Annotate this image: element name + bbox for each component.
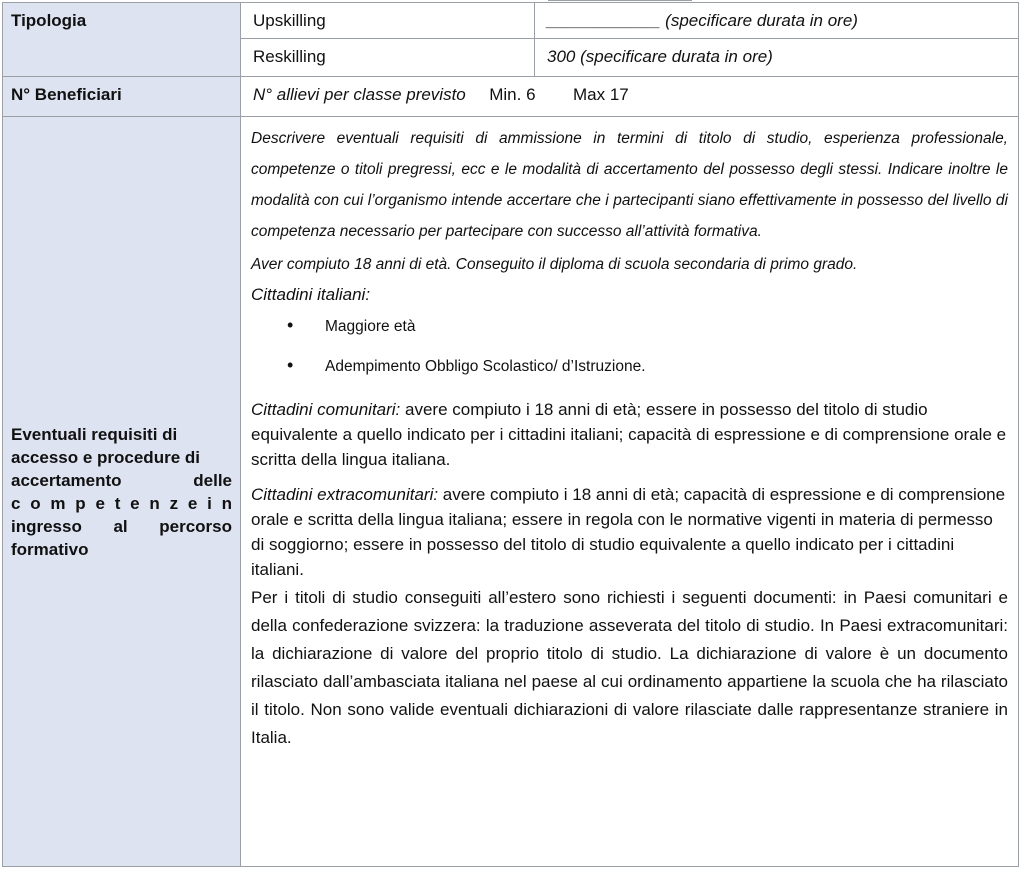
cittadini-comunitari-lead: Cittadini comunitari: — [251, 400, 401, 419]
tipologia-type-upskilling: Upskilling — [241, 3, 535, 39]
course-form-table — [2, 2, 1019, 867]
requisiti-label-line: accertamento delle — [11, 470, 232, 490]
beneficiari-value — [241, 77, 1019, 117]
requisiti-label-line: accesso e procedure di — [11, 447, 200, 467]
tipologia-row-upskilling — [3, 3, 1019, 39]
requisiti-age-line: Aver compiuto 18 anni di età. Conseguito il diploma di scuola secondaria di primo grado. — [251, 256, 858, 273]
requisiti-label-line: formativo — [11, 539, 89, 559]
list-item: • Adempimento Obbligo Scolastico/ d’Istruzione. — [251, 357, 1008, 377]
requisiti-label — [3, 117, 241, 867]
requisiti-label-line: ingresso al percorso — [11, 516, 232, 536]
beneficiari-prefix: N° allievi per classe previsto — [253, 85, 466, 104]
beneficiari-label: N° Beneficiari — [3, 77, 241, 117]
beneficiari-row — [3, 77, 1019, 117]
cittadini-extracomunitari-paragraph — [251, 482, 1008, 582]
requisiti-label-line: Eventuali requisiti di — [11, 424, 178, 444]
cittadini-extracomunitari-text: avere compiuto i 18 anni di età; capacità di espressione e di comprensione orale e scritta della lingua italiana; essere in regola con le normative vigenti in materia di permesso di soggiorno; essere in possesso del titolo di studio equivalente a quello indicato per i cittadini italiani. — [251, 485, 1006, 579]
beneficiari-min: Min. 6 — [489, 85, 536, 104]
titoli-estero-paragraph: Per i titoli di studio conseguiti all’estero sono richiesti i seguenti documenti: in Paesi comunitari e della confederazione svizzera: la traduzione asseverata del titolo di studio. In Paesi extracomunitari: la dichiarazione di valore del proprio titolo di studio. La dichiarazione di valore è un documento rilasciato dall’ambasciata italiana nel paese al cui ordinamento appartiene la scuola che ha rilasciato il titolo. Non sono valide eventuali dichiarazioni di valore rilasciate dalle rappresentanze straniere in Italia. — [251, 588, 1008, 747]
requisiti-label-line: c o m p e t e n z e i n — [11, 493, 232, 513]
requisiti-content — [241, 117, 1019, 867]
requisiti-instructions: Descrivere eventuali requisiti di ammissione in termini di titolo di studio, esperienza professionale, competenze o titoli pregressi, ecc e le modalità di accertamento del possesso degli stessi. Indicare inoltre le modalità con cui l’organismo intende accertare che i partecipanti siano effettivamente in possesso del livello di competenza necessario per partecipare con successo all’attività formativa. — [251, 130, 1008, 240]
tipologia-type-reskilling: Reskilling — [241, 39, 535, 77]
cittadini-extracomunitari-lead: Cittadini extracomunitari: — [251, 485, 439, 504]
tipologia-value-upskilling: ____________ (specificare durata in ore) — [535, 3, 1019, 39]
cittadini-italiani-list — [251, 317, 1008, 377]
tipologia-label: Tipologia — [3, 3, 241, 77]
requisiti-row — [3, 117, 1019, 867]
cittadini-italiani-heading: Cittadini italiani: — [251, 285, 371, 304]
list-item: • Maggiore età — [251, 317, 1008, 337]
beneficiari-max: Max 17 — [573, 85, 629, 104]
tipologia-value-reskilling: 300 (specificare durata in ore) — [535, 39, 1019, 77]
cittadini-comunitari-text: avere compiuto i 18 anni di età; essere in possesso del titolo di studio equivalente a quello indicato per i cittadini italiani; capacità di espressione e di comprensione orale e scritta della lingua italiana. — [251, 400, 1007, 469]
cittadini-comunitari-paragraph — [251, 397, 1008, 472]
